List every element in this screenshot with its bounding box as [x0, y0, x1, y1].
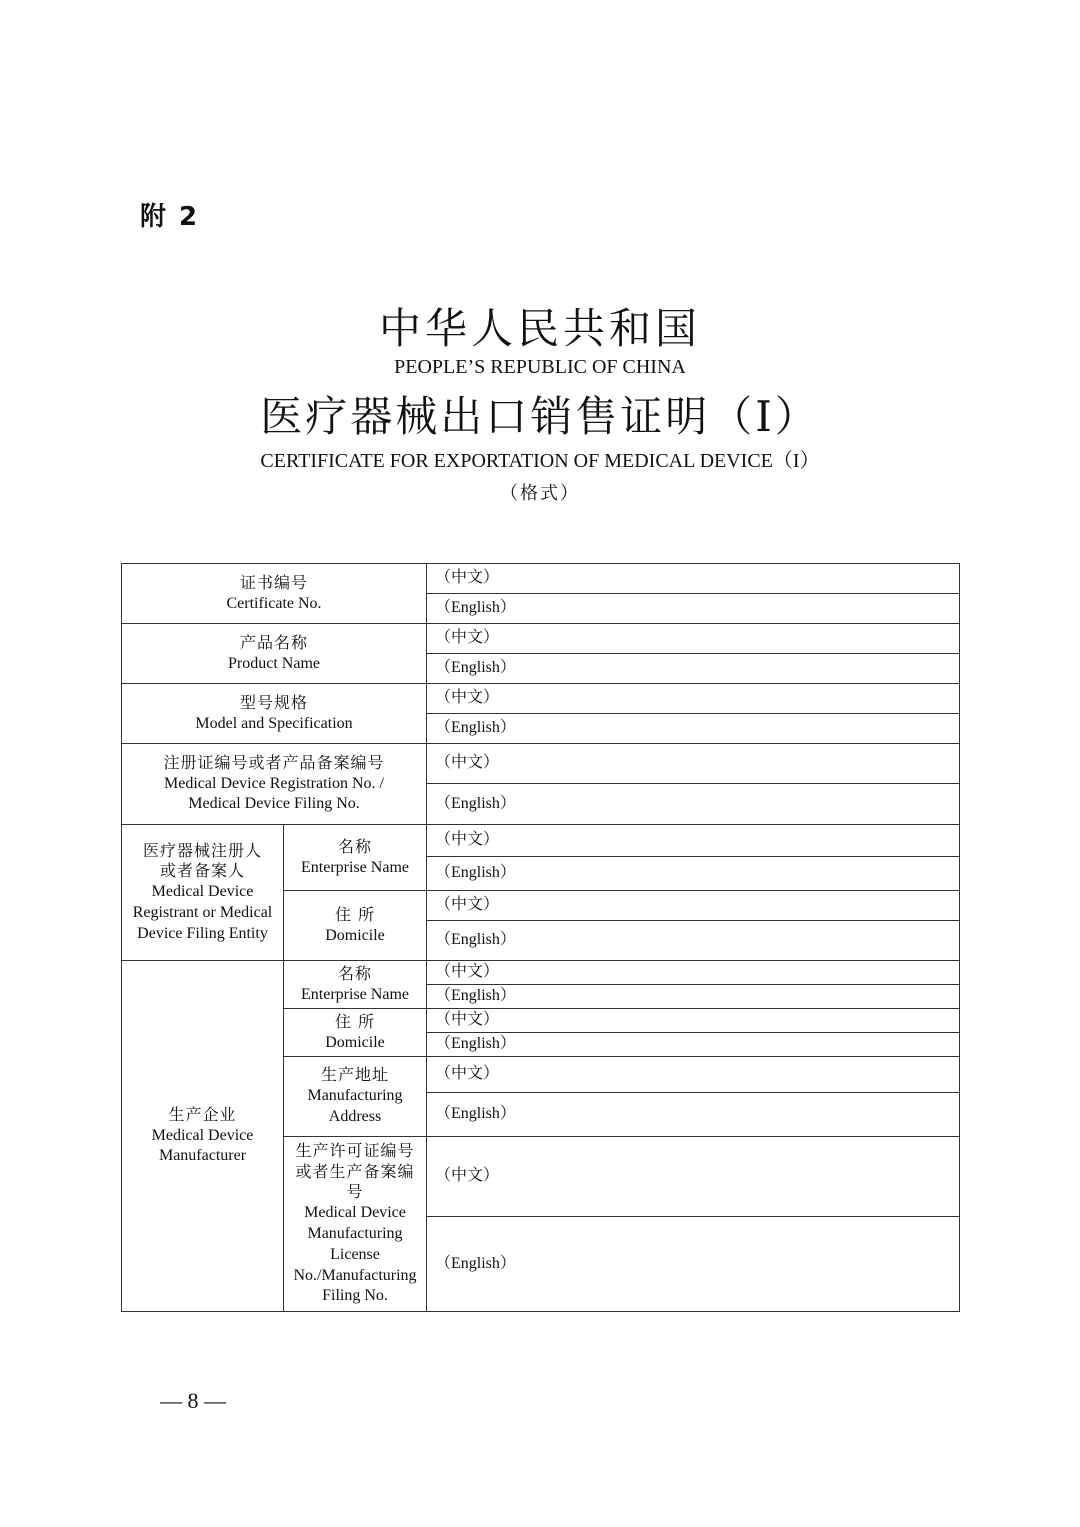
- label-en: No./Manufacturing: [293, 1266, 417, 1284]
- registrant-domicile-label: [284, 891, 427, 961]
- label-en: License: [330, 1245, 380, 1263]
- product-name-label: [122, 624, 427, 684]
- manufacturer-name-en-field[interactable]: （English）: [427, 985, 960, 1009]
- label-en: Medical Device: [151, 1126, 254, 1144]
- title-chinese: 中华人民共和国: [378, 304, 701, 353]
- license-no-cn-field[interactable]: （中文）: [427, 1137, 960, 1217]
- license-no-label: [284, 1137, 427, 1312]
- registrant-label: [122, 825, 284, 961]
- certificate-title-english: CERTIFICATE FOR EXPORTATION OF MEDICAL DEVICE（I）: [260, 450, 820, 472]
- label-cn: 住 所: [334, 904, 376, 924]
- license-no-en-field[interactable]: （English）: [427, 1217, 960, 1312]
- label-en: Product Name: [228, 654, 320, 672]
- product-name-en-field[interactable]: （English）: [427, 654, 960, 684]
- certificate-no-cn-field[interactable]: （中文）: [427, 564, 960, 594]
- label-cn: 注册证编号或者产品备案编号: [163, 752, 385, 772]
- manufacturer-domicile-label: [284, 1009, 427, 1057]
- registrant-name-cn-field[interactable]: （中文）: [427, 825, 960, 857]
- table-row: [122, 564, 960, 594]
- label-cn: 名称: [338, 836, 373, 856]
- table-row: [122, 744, 960, 784]
- manufacturer-enterprise-name-label: [284, 961, 427, 1009]
- label-cn: 生产企业: [168, 1104, 237, 1124]
- manufacturing-address-en-field[interactable]: （English）: [427, 1093, 960, 1137]
- label-cn: 生产地址: [321, 1065, 390, 1085]
- table-row: [122, 624, 960, 654]
- label-en: Device Filing Entity: [137, 924, 268, 942]
- certificate-form-table: [121, 563, 960, 1312]
- registration-no-cn-field[interactable]: （中文）: [427, 744, 960, 784]
- label-en: Address: [328, 1107, 382, 1125]
- table-row: [122, 961, 960, 985]
- label-cn: 或者生产备案编: [295, 1161, 415, 1181]
- label-en: Domicile: [325, 1033, 385, 1051]
- label-en: Enterprise Name: [301, 858, 409, 876]
- label-en: Medical Device: [151, 883, 254, 901]
- label-cn: 号: [346, 1182, 364, 1202]
- label-cn: 住 所: [334, 1011, 376, 1031]
- table-row: [122, 825, 960, 857]
- label-cn: 生产许可证编号: [295, 1140, 415, 1160]
- model-spec-cn-field[interactable]: （中文）: [427, 684, 960, 714]
- label-en: Filing No.: [322, 1287, 388, 1305]
- label-en: Certificate No.: [226, 594, 322, 612]
- label-cn: 名称: [338, 963, 373, 983]
- manufacturer-domicile-cn-field[interactable]: （中文）: [427, 1009, 960, 1033]
- registrant-enterprise-name-label: [284, 825, 427, 891]
- label-en: Registrant or Medical: [132, 903, 273, 921]
- manufacturing-address-label: [284, 1057, 427, 1137]
- label-en: Medical Device Registration No. /: [164, 774, 384, 792]
- table-row: [122, 684, 960, 714]
- page-number: — 8 —: [160, 1388, 226, 1413]
- certificate-no-en-field[interactable]: （English）: [427, 594, 960, 624]
- model-spec-en-field[interactable]: （English）: [427, 714, 960, 744]
- product-name-cn-field[interactable]: （中文）: [427, 624, 960, 654]
- manufacturer-label: [122, 961, 284, 1312]
- label-cn: 或者备案人: [159, 861, 245, 881]
- label-en: Enterprise Name: [301, 985, 409, 1003]
- label-en: Medical Device Filing No.: [188, 795, 360, 813]
- format-note: （格式）: [500, 483, 580, 504]
- label-cn: 医疗器械注册人: [142, 840, 262, 860]
- label-cn: 证书编号: [240, 572, 309, 592]
- certificate-no-label: [122, 564, 427, 624]
- manufacturer-name-cn-field[interactable]: （中文）: [427, 961, 960, 985]
- manufacturer-domicile-en-field[interactable]: （English）: [427, 1033, 960, 1057]
- label-en: Domicile: [325, 926, 385, 944]
- attachment-label: 附 2: [140, 202, 200, 232]
- registration-no-en-field[interactable]: （English）: [427, 784, 960, 825]
- model-spec-label: [122, 684, 427, 744]
- registration-no-label: [122, 744, 427, 825]
- registrant-domicile-en-field[interactable]: （English）: [427, 921, 960, 961]
- certificate-title-chinese: 医疗器械出口销售证明（I）: [260, 392, 820, 441]
- label-cn: 型号规格: [240, 692, 309, 712]
- label-en: Manufacturing: [307, 1225, 403, 1242]
- label-en: Medical Device: [304, 1204, 406, 1222]
- label-en: Model and Specification: [195, 714, 353, 732]
- title-english: PEOPLE’S REPUBLIC OF CHINA: [394, 356, 686, 378]
- label-cn: 产品名称: [240, 632, 309, 652]
- registrant-name-en-field[interactable]: （English）: [427, 857, 960, 891]
- manufacturing-address-cn-field[interactable]: （中文）: [427, 1057, 960, 1093]
- label-en: Manufacturer: [158, 1147, 247, 1165]
- label-en: Manufacturing: [307, 1087, 403, 1105]
- registrant-domicile-cn-field[interactable]: （中文）: [427, 891, 960, 921]
